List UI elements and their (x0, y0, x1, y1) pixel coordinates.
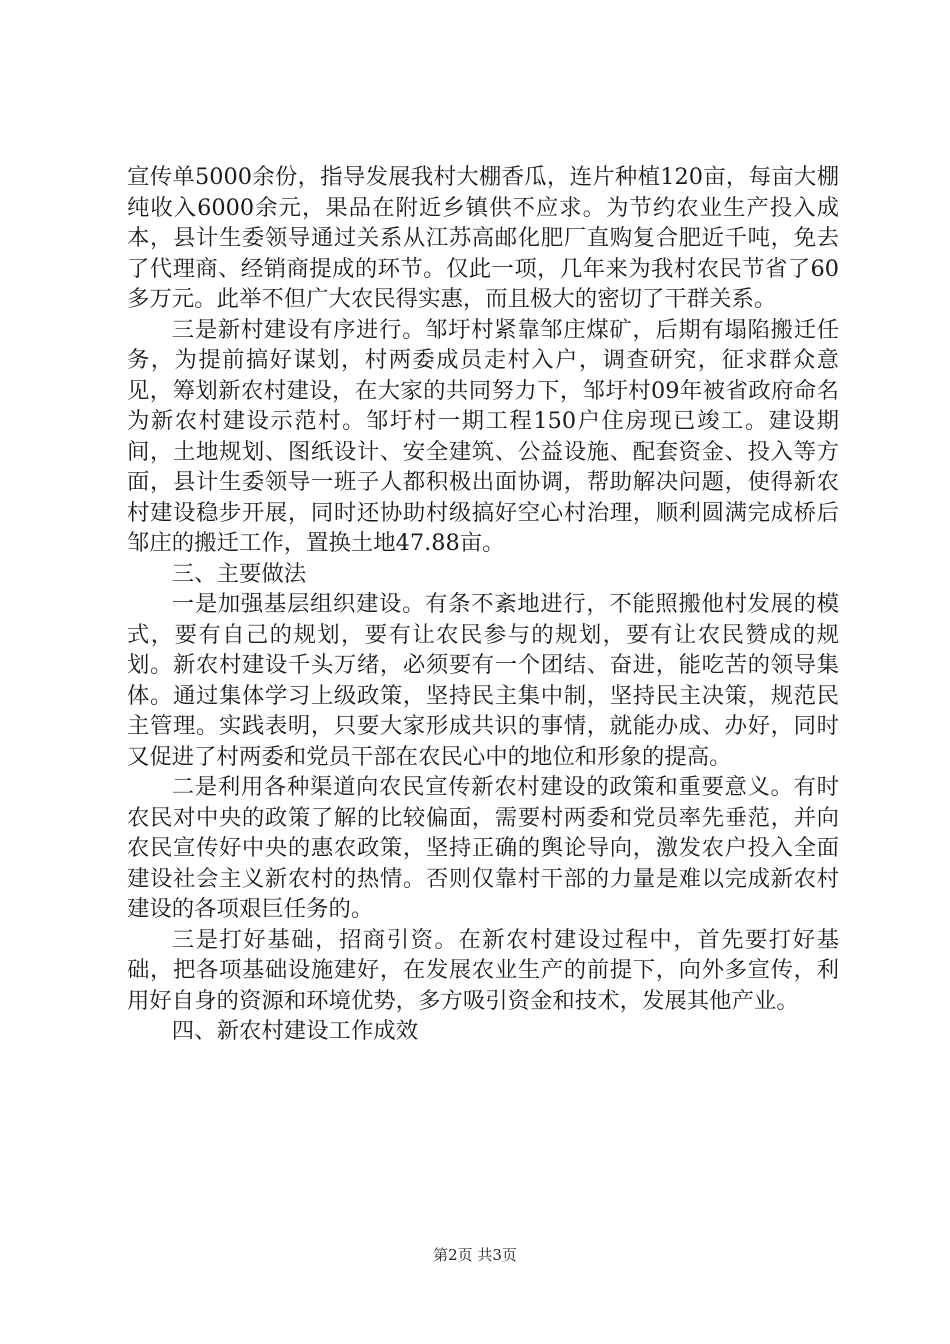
section-heading-main-practices: 三、主要做法 (171, 560, 307, 587)
paragraph-grassroots-organization: 一是加强基层组织建设。有条不紊地进行，不能照搬他村发展的模式，要有自己的规划，要有让农民参与的规划，要有让农民赞成的规划。新农村建设千头万绪，必须要有一个团结、奋进，能吃苦的领导集体。通过集体学习上级政策，坚持民主集中制，坚持民主决策，规范民主管理。实践表明，只要大家形成共识的事情，就能办成、办好，同时又促进了村两委和党员干部在农民心中的地位和形象的提高。 (127, 591, 839, 770)
document-body (127, 162, 839, 1047)
paragraph-continuation: 宣传单5000余份，指导发展我村大棚香瓜，连片种植120亩，每亩大棚纯收入6000余元，果品在附近乡镇供不应求。为节约农业生产投入成本，县计生委领导通过关系从江苏高邮化肥厂直购复合肥近千吨，免去了代理商、经销商提成的环节。仅此一项，几年来为我村农民节省了60多万元。此举不但广大农民得实惠，而且极大的密切了干群关系。 (127, 164, 839, 312)
section-heading-work-results: 四、新农村建设工作成效 (171, 1018, 419, 1044)
page-footer: 第2页 共3页 (433, 1246, 517, 1264)
paragraph-new-village-construction: 三是新村建设有序进行。邹圩村紧靠邹庄煤矿，后期有塌陷搬迁任务，为提前搞好谋划，村两委成员走村入户，调查研究，征求群众意见，筹划新农村建设，在大家的共同努力下，邹圩村09年被省政府命名为新农村建设示范村。邹圩村一期工程150户住房现已竣工。建设期间，土地规划、图纸设计、安全建筑、公益设施、配套资金、投入等方面，县计生委领导一班子人都积极出面协调，帮助解决问题，使得新农村建设稳步开展，同时还协助村级搞好空心村治理，顺利圆满完成桥后邹庄的搬迁工作，置换土地47.88亩。 (127, 316, 839, 556)
paragraph-investment-attraction: 三是打好基础，招商引资。在新农村建设过程中，首先要打好基础，把各项基础设施建好，在发展农业生产的前提下，向外多宣传，利用好自身的资源和环境优势，多方吸引资金和技术，发展其他产业。 (127, 926, 839, 1014)
paragraph-policy-publicity: 二是利用各种渠道向农民宣传新农村建设的政策和重要意义。有时农民对中央的政策了解的比较偏面，需要村两委和党员率先垂范，并向农民宣传好中央的惠农政策，坚持正确的舆论导向，激发农户投入全面建设社会主义新农村的热情。否则仅靠村干部的力量是难以完成新农村建设的各项艰巨任务的。 (127, 774, 839, 922)
